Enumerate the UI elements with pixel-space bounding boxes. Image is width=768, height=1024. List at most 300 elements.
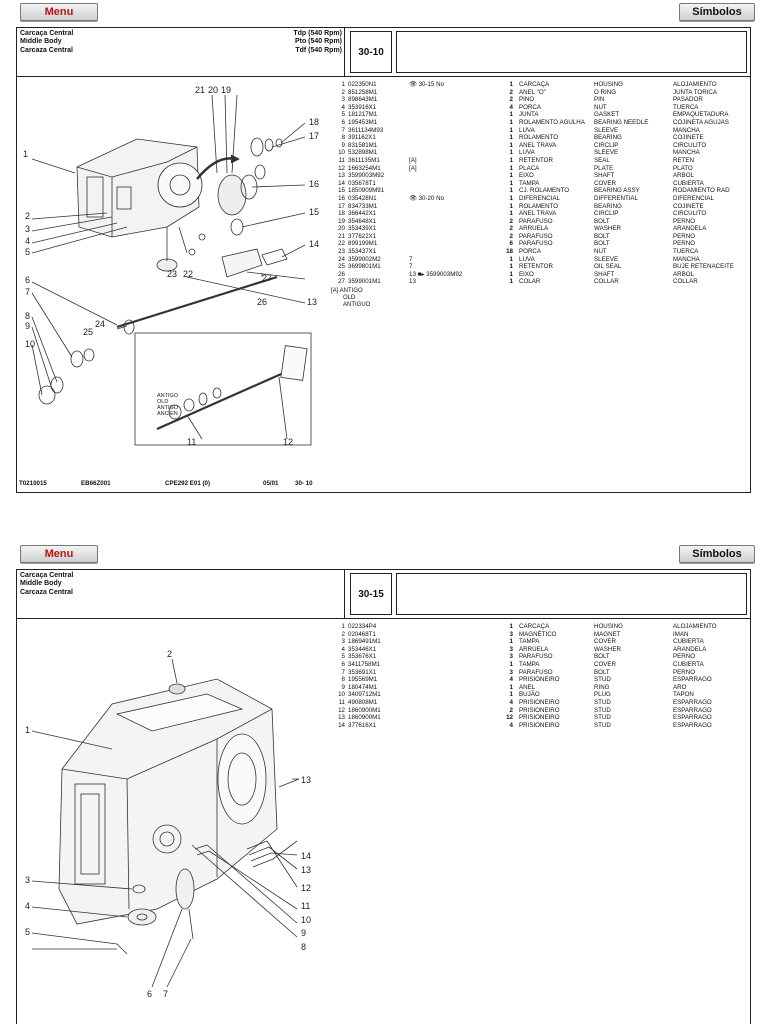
part-name-en: BEARING ASSY: [594, 187, 640, 195]
parts-row: [331, 111, 729, 119]
part-name-pt: ROLAMENTO AGULHA: [519, 118, 585, 126]
callout-number: 14: [309, 239, 320, 249]
part-name-es: TAPON: [673, 691, 694, 699]
symbols-button[interactable]: Símbolos: [679, 3, 755, 21]
part-number: 1869491M1: [348, 638, 381, 646]
callout-number: 23: [167, 269, 178, 279]
parts-row: [331, 255, 700, 264]
part-number: 898643M1: [348, 96, 378, 104]
housing-drawing: [17, 619, 330, 1024]
callout-number: 5: [25, 247, 31, 257]
callout-number: 13: [301, 865, 312, 875]
part-name-en: GASKET: [594, 111, 620, 119]
callout-number: 17: [309, 131, 320, 141]
part-item-number: 4: [341, 645, 345, 653]
part-name-pt: PRISIONEIRO: [519, 698, 560, 706]
part-item-number: 25: [338, 263, 345, 271]
callout-number: 18: [309, 117, 320, 127]
callout-number: 4: [25, 901, 31, 911]
part-quantity: 1: [509, 134, 513, 142]
callout-number: 14: [301, 851, 312, 861]
part-name-en: BEARING: [594, 134, 622, 142]
part-number: 195569M1: [348, 676, 378, 684]
part-name-en: COVER: [594, 660, 617, 668]
callout-number: 13: [307, 297, 318, 307]
part-quantity: 1: [509, 156, 513, 164]
part-name-pt: ANEL: [519, 683, 536, 691]
part-name-en: CIRCLIP: [594, 141, 619, 149]
callout-number: 22: [183, 269, 194, 279]
parts-row: [331, 232, 696, 241]
part-item-number: 22: [338, 240, 345, 248]
part-item-number: 6: [341, 118, 345, 126]
callout-number: 6: [147, 989, 153, 999]
part-item-number: 12: [338, 706, 345, 714]
part-name-es: PLATO: [673, 164, 693, 172]
part-name-en: STUD: [594, 698, 611, 706]
part-name-pt: PARAFUSO: [519, 232, 553, 240]
part-name-pt: PRISIONEIRO: [519, 706, 560, 714]
part-item-number: 14: [338, 721, 345, 729]
section-subtitle: [293, 30, 342, 55]
part-name-es: COJINETA AGUJAS: [673, 118, 729, 126]
legend-line: OLD: [343, 295, 356, 302]
part-number: 532898M1: [348, 149, 378, 157]
callout-number: 24: [95, 319, 106, 329]
part-name-es: PERNO: [673, 668, 696, 676]
eye-icon: 👁: [409, 81, 419, 88]
part-item-number: 11: [338, 698, 345, 706]
part-quantity: 1: [509, 255, 513, 263]
callout-number: 7: [163, 989, 169, 999]
part-quantity: 2: [509, 217, 513, 225]
callout-number: 2: [167, 649, 173, 659]
callout-number: 15: [309, 207, 320, 217]
callout-number: 9: [301, 928, 307, 938]
part-item-number: 5: [341, 111, 345, 119]
part-quantity: 1: [509, 202, 513, 210]
callout-number: 8: [301, 942, 307, 952]
catalog-page-1: [16, 3, 751, 493]
title-es-2: Carcaza Central: [20, 588, 73, 596]
parts-row: [331, 88, 718, 97]
part-name-es: ALOJAMIENTO: [673, 81, 717, 88]
part-item-number: 13: [338, 172, 345, 180]
part-name-pt: PARAFUSO: [519, 217, 553, 225]
parts-row: [331, 156, 694, 165]
part-name-en: STUD: [594, 721, 611, 729]
part-number: 366442X1: [348, 210, 377, 218]
part-item-number: 1: [341, 623, 345, 630]
part-item-number: 15: [338, 187, 345, 195]
callout-number: 3: [25, 224, 31, 234]
part-name-pt: BUJÃO: [519, 691, 540, 699]
part-name-en: OIL SEAL: [594, 263, 622, 271]
part-name-es: COJINETE: [673, 134, 704, 142]
part-number: 353691X1: [348, 668, 377, 676]
part-name-pt: ARRUELA: [519, 225, 549, 233]
parts-row: [331, 248, 699, 256]
part-number: 3409712M1: [348, 691, 381, 699]
parts-row: [331, 149, 700, 157]
sheet-header: [17, 28, 750, 77]
sheet-body: [17, 77, 750, 477]
footer-ref-c: CPE292 E01 (0): [165, 479, 211, 487]
part-name-en: WASHER: [594, 225, 621, 233]
part-quantity: 1: [509, 623, 513, 630]
part-number: 377616X1: [348, 721, 377, 729]
part-number: 035428N1: [348, 194, 377, 202]
part-name-es: ALOJAMIENTO: [673, 623, 717, 630]
parts-row: [331, 270, 694, 279]
part-name-pt: PARAFUSO: [519, 240, 553, 248]
part-quantity: 1: [509, 118, 513, 126]
parts-row: [331, 164, 693, 173]
part-name-en: NUT: [594, 248, 607, 256]
part-name-es: JUNTA TORICA: [673, 88, 718, 96]
parts-row: [331, 187, 730, 195]
part-name-es: DIFERENCIAL: [673, 194, 714, 202]
part-item-number: 14: [338, 179, 345, 187]
header-blank-box-2: [396, 573, 747, 615]
part-name-en: HOUSING: [594, 623, 623, 630]
part-name-es: RETEN: [673, 156, 694, 164]
parts-row: [331, 263, 734, 271]
part-item-number: 2: [341, 88, 345, 96]
part-quantity: 1: [509, 278, 513, 286]
part-number: 3611134M93: [348, 126, 384, 134]
part-quantity: 1: [509, 164, 513, 172]
part-name-es: ESPARRAGO: [673, 721, 712, 729]
part-number: 020468T1: [348, 630, 376, 638]
parts-row: [331, 202, 704, 211]
part-number: 022350N1: [348, 81, 377, 88]
inset-label-0: ANTIGO: [157, 393, 179, 399]
parts-row: [331, 172, 694, 180]
title-en-2: Middle Body: [20, 580, 62, 588]
part-name-pt: LUVA: [519, 255, 535, 263]
part-name-pt: PRISIONEIRO: [519, 714, 560, 722]
symbols-button-2[interactable]: Símbolos: [679, 545, 755, 563]
part-number: 831581M1: [348, 141, 378, 149]
part-number: 1663254M1: [348, 164, 381, 172]
part-name-pt: JUNTA: [519, 111, 539, 119]
callout-number: 10: [301, 915, 312, 925]
part-name-es: TUERCA: [673, 103, 699, 111]
part-name-en: STUD: [594, 714, 611, 722]
inset-label-3: ANCIEN: [157, 411, 178, 417]
part-item-number: 27: [338, 278, 345, 286]
callout-number: 11: [187, 437, 197, 447]
part-number: 3611135M1: [348, 156, 380, 164]
part-name-pt: ANEL TRAVA: [519, 141, 557, 149]
part-reference: 7: [409, 263, 413, 271]
part-quantity: 1: [509, 210, 513, 218]
part-quantity: 18: [506, 248, 513, 256]
part-name-es: COJINETE: [673, 202, 704, 210]
callout-number: 8: [25, 311, 31, 321]
part-name-pt: CJ. ROLAMENTO: [519, 187, 570, 195]
part-name-en: WASHER: [594, 645, 621, 653]
part-name-pt: CARCAÇA: [519, 81, 550, 88]
callout-number: 27: [262, 273, 273, 283]
part-name-es: CUBIERTA: [673, 660, 704, 668]
part-name-es: PERNO: [673, 232, 696, 240]
callout-number: 16: [309, 179, 320, 189]
part-item-number: 2: [341, 630, 345, 638]
part-item-number: 7: [341, 126, 345, 134]
part-reference: 👁 30-15 No: [409, 81, 445, 88]
footer-ref-a: T0210015: [19, 479, 47, 487]
part-name-es: CUBIERTA: [673, 638, 704, 646]
parts-row: [331, 179, 704, 188]
part-name-es: ARBOL: [673, 270, 694, 278]
part-name-en: SEAL: [594, 156, 610, 164]
parts-sheet: [16, 27, 751, 493]
callout-number: 12: [301, 883, 312, 893]
part-quantity: 1: [509, 194, 513, 202]
part-name-en: RING: [594, 683, 610, 691]
part-name-pt: TAMPA: [519, 660, 540, 668]
part-number: 490808M1: [348, 698, 378, 706]
part-name-es: ARANDELA: [673, 645, 707, 653]
part-name-es: ARANDELA: [673, 225, 707, 233]
part-item-number: 19: [338, 217, 345, 225]
title-pt: Carcaça Central: [20, 30, 74, 37]
menu-button-2[interactable]: Menu: [20, 545, 98, 563]
part-name-es: PERNO: [673, 240, 696, 248]
part-name-en: COVER: [594, 638, 617, 646]
part-quantity: 1: [509, 179, 513, 187]
section-title-2: [17, 570, 345, 618]
part-name-en: PLUG: [594, 691, 611, 699]
sheet-header-2: [17, 570, 750, 619]
part-name-en: STUD: [594, 706, 611, 714]
part-number: 181217M1: [348, 111, 378, 119]
part-name-en: SHAFT: [594, 172, 615, 180]
part-name-en: SLEEVE: [594, 255, 619, 263]
parts-row: [331, 134, 704, 142]
parts-row: [331, 210, 707, 218]
part-quantity: 1: [509, 141, 513, 149]
part-number: 353446X1: [348, 645, 377, 653]
part-name-en: BOLT: [594, 240, 610, 248]
exploded-view-drawing: [17, 77, 330, 477]
parts-row: [331, 217, 696, 226]
parts-sheet-2: [16, 569, 751, 1024]
callout-number: 10: [25, 339, 36, 349]
part-name-pt: TAMPA: [519, 179, 540, 187]
title-en: Middle Body: [20, 38, 62, 46]
part-number: 195453M1: [348, 118, 378, 126]
part-name-en: CIRCLIP: [594, 210, 619, 218]
part-quantity: 2: [509, 232, 513, 240]
part-number: 851258M1: [348, 88, 378, 96]
part-item-number: 26: [338, 270, 345, 278]
eye-icon: 👁: [409, 194, 419, 202]
part-number: 180474M1: [348, 683, 378, 691]
part-name-pt: ANEL "O": [519, 88, 546, 96]
title-pt-2: Carcaça Central: [20, 572, 74, 579]
part-number: 353439X1: [348, 225, 377, 233]
part-quantity: 2: [509, 225, 513, 233]
part-name-es: COLLAR: [673, 278, 698, 286]
part-quantity: 6: [509, 240, 513, 248]
parts-row: [331, 141, 707, 150]
legend-note: [331, 288, 370, 310]
part-name-pt: COLAR: [519, 278, 541, 286]
part-quantity: 1: [509, 660, 513, 668]
section-code: 30-10: [350, 31, 392, 73]
part-name-en: SHAFT: [594, 270, 615, 278]
part-name-es: ESPARRAGO: [673, 676, 712, 684]
part-name-pt: MAGNÉTICO: [519, 630, 557, 638]
part-reference: [A]: [409, 164, 417, 172]
part-reference: 13 ■▸ 3599003M92: [409, 270, 463, 278]
part-name-en: BEARING: [594, 202, 622, 210]
part-name-en: SLEEVE: [594, 126, 619, 134]
part-name-es: PERNO: [673, 217, 696, 225]
part-number: 1860900M1: [348, 706, 381, 714]
part-name-en: BOLT: [594, 668, 610, 676]
part-name-en: PIN: [594, 96, 605, 104]
section-code-2: 30-15: [350, 573, 392, 615]
parts-row: [331, 194, 714, 203]
part-name-en: BEARING NEEDLE: [594, 118, 649, 126]
parts-row: [331, 225, 707, 233]
part-name-pt: LUVA: [519, 149, 535, 157]
part-name-pt: PARAFUSO: [519, 668, 553, 676]
part-name-en: PLATE: [594, 164, 614, 172]
part-reference: 13: [409, 278, 416, 286]
subtitle-pt: Tdp (540 Rpm): [293, 30, 342, 37]
part-name-es: BUJE RETENACEITE: [673, 263, 734, 271]
part-name-en: BOLT: [594, 653, 610, 661]
part-quantity: 2: [509, 88, 513, 96]
part-number: 353437X1: [348, 248, 377, 256]
callout-number: 26: [257, 297, 268, 307]
part-item-number: 7: [341, 668, 345, 676]
part-name-en: STUD: [594, 676, 611, 684]
part-number: 899199M1: [348, 240, 378, 248]
part-item-number: 4: [341, 103, 345, 111]
part-quantity: 1: [509, 263, 513, 271]
part-quantity: 3: [509, 645, 513, 653]
part-name-es: TUERCA: [673, 248, 699, 256]
subtitle-es: Tdf (540 Rpm): [295, 46, 342, 54]
callout-number: 13: [301, 775, 312, 785]
part-name-es: ARBOL: [673, 172, 694, 180]
part-name-es: PERNO: [673, 653, 696, 661]
footer-date: 05/01: [263, 479, 279, 487]
part-quantity: 1: [509, 149, 513, 157]
parts-row: [331, 96, 703, 104]
part-name-es: ARO: [673, 683, 687, 691]
inset-label-1: OLD: [157, 399, 169, 405]
part-item-number: 9: [341, 141, 345, 149]
part-name-pt: PORCA: [519, 248, 542, 256]
parts-row: [331, 278, 698, 286]
part-item-number: 23: [338, 248, 345, 256]
part-name-pt: PRISIONEIRO: [519, 676, 560, 684]
part-item-number: 12: [338, 164, 345, 172]
part-quantity: 1: [509, 638, 513, 646]
part-quantity: 1: [509, 126, 513, 134]
part-quantity: 1: [509, 111, 513, 119]
part-number: 1860900M1: [348, 714, 381, 722]
part-item-number: 3: [341, 96, 345, 104]
part-quantity: 2: [509, 96, 513, 104]
part-quantity: 1: [509, 270, 513, 278]
part-name-en: BOLT: [594, 217, 610, 225]
part-item-number: 9: [341, 683, 345, 691]
part-name-es: EMPAQUETADURA: [673, 111, 729, 119]
callout-number: 11: [301, 901, 311, 911]
menu-button[interactable]: Menu: [20, 3, 98, 21]
part-quantity: 1: [509, 683, 513, 691]
part-item-number: 10: [338, 691, 345, 699]
callout-number: 3: [25, 875, 31, 885]
part-name-pt: TAMPA: [519, 638, 540, 646]
part-name-pt: ROLAMENTO: [519, 134, 559, 142]
part-item-number: 8: [341, 676, 345, 684]
part-name-es: CUBIERTA: [673, 179, 704, 187]
part-item-number: 3: [341, 638, 345, 646]
part-item-number: 5: [341, 653, 345, 661]
callout-number: 21: [195, 85, 206, 95]
footer-ref-b: EB66Z001: [81, 479, 111, 487]
callout-number: 4: [25, 236, 31, 246]
part-number: 3411758M1: [348, 660, 381, 668]
part-item-number: 11: [338, 156, 345, 164]
part-quantity: 4: [509, 676, 513, 684]
callout-number: 9: [25, 321, 31, 331]
part-name-pt: ARRUELA: [519, 645, 549, 653]
callout-number: 1: [25, 725, 31, 735]
part-quantity: 1: [509, 187, 513, 195]
part-number: 035678T1: [348, 179, 376, 187]
callout-number: 2: [25, 211, 31, 221]
part-name-es: PASADOR: [673, 96, 703, 104]
callout-number: 7: [25, 287, 31, 297]
part-name-es: CIRCULITO: [673, 141, 707, 149]
part-number: 353916X1: [348, 103, 377, 111]
catalog-page-2: [16, 545, 751, 1024]
part-quantity: 4: [509, 698, 513, 706]
part-name-en: DIFFERENTIAL: [594, 194, 639, 202]
part-item-number: 10: [338, 149, 345, 157]
part-name-es: CIRCULITO: [673, 210, 707, 218]
legend-line: [A] ANTIGO: [331, 288, 363, 295]
title-es: Carcaza Central: [20, 46, 73, 54]
callout-number: 5: [25, 927, 31, 937]
part-quantity: 3: [509, 630, 513, 638]
header-blank-box: [396, 31, 747, 73]
part-item-number: 13: [338, 714, 345, 722]
part-reference: 7: [409, 255, 413, 263]
part-name-es: ESPARRAGO: [673, 706, 712, 714]
parts-row: [331, 240, 696, 248]
part-number: 353676X1: [348, 653, 377, 661]
part-quantity: 1: [509, 691, 513, 699]
part-item-number: 17: [338, 202, 345, 210]
part-name-es: ESPARRAGO: [673, 714, 712, 722]
part-name-en: SLEEVE: [594, 149, 619, 157]
part-name-es: MANCHA: [673, 255, 700, 263]
part-name-en: MAGNET: [594, 630, 621, 638]
part-name-pt: PARAFUSO: [519, 653, 553, 661]
part-name-es: IMAN: [673, 630, 689, 638]
